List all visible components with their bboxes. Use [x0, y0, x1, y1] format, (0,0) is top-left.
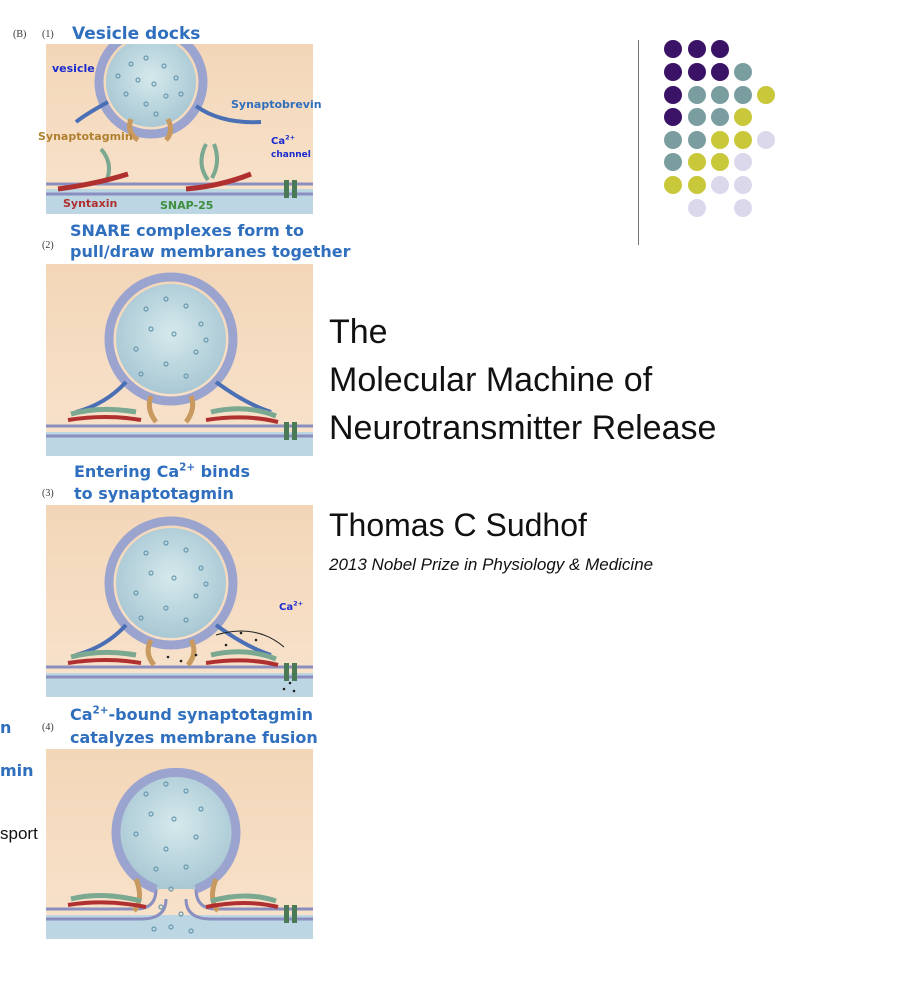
- panel3-diagram: [46, 505, 313, 697]
- label-synaptotagmin: Synaptotagmin: [38, 130, 133, 143]
- panel2-diagram: [46, 264, 313, 456]
- dot: [664, 86, 682, 104]
- dot: [711, 108, 729, 126]
- label-ca-channel: $Ca^{2+}$: [271, 133, 296, 147]
- slide-title-line2: Molecular Machine of: [329, 361, 653, 399]
- dot: [664, 40, 682, 58]
- panel3-title-line2: to synaptotagmin: [74, 484, 234, 503]
- dot: [664, 131, 682, 149]
- panel2-title-line2: pull/draw membranes together: [70, 242, 351, 261]
- dot: [734, 86, 752, 104]
- panel1-title: Vesicle docks: [72, 24, 201, 44]
- dot: [711, 86, 729, 104]
- dot: [664, 176, 682, 194]
- dot: [734, 176, 752, 194]
- label-snap25: SNAP-25: [160, 199, 214, 212]
- dot: [711, 131, 729, 149]
- panel3-number: (3): [42, 488, 54, 499]
- slide-title-line1: The: [329, 313, 388, 351]
- divider-line: [638, 40, 639, 245]
- panel4-title-line2: catalyzes membrane fusion: [70, 728, 318, 747]
- dot: [711, 153, 729, 171]
- panel4-title-line1: $Ca^{2+}$-bound synaptotagmin: [70, 704, 314, 724]
- dot: [711, 40, 729, 58]
- dot: [688, 86, 706, 104]
- dot: [734, 63, 752, 81]
- slide-subtitle: 2013 Nobel Prize in Physiology & Medicine: [329, 555, 654, 574]
- slide-author: Thomas C Sudhof: [329, 507, 587, 543]
- cutoff-text-2: min: [0, 761, 34, 780]
- dot: [711, 176, 729, 194]
- dot: [688, 153, 706, 171]
- dot: [734, 153, 752, 171]
- dot: [664, 108, 682, 126]
- dot: [734, 199, 752, 217]
- dot: [757, 131, 775, 149]
- dot: [688, 40, 706, 58]
- dot: [688, 108, 706, 126]
- cutoff-text-3: sport: [0, 824, 38, 843]
- panel4-number: (4): [42, 722, 54, 733]
- dot: [734, 108, 752, 126]
- dot: [664, 153, 682, 171]
- label-vesicle: vesicle: [52, 62, 95, 75]
- panel2-number: (2): [42, 240, 54, 251]
- panel1-number: (1): [42, 29, 54, 40]
- dot: [711, 63, 729, 81]
- label-ca-panel3: $Ca^{2+}$: [279, 599, 304, 613]
- label-synaptobrevin: Synaptobrevin: [231, 98, 322, 111]
- dot: [688, 176, 706, 194]
- dot: [734, 131, 752, 149]
- figure-label: (B): [13, 29, 27, 40]
- panel4-diagram: [46, 749, 313, 939]
- dot: [688, 199, 706, 217]
- label-channel-word: channel: [271, 150, 311, 160]
- panel3-title-line1: Entering $Ca^{2+}$ binds: [74, 461, 250, 481]
- panel2-title-line1: SNARE complexes form to: [70, 221, 305, 240]
- dot: [688, 131, 706, 149]
- cutoff-text-1: n: [0, 718, 12, 737]
- slide-title-line3: Neurotransmitter Release: [329, 409, 717, 447]
- dot: [664, 63, 682, 81]
- dot: [688, 63, 706, 81]
- label-syntaxin: Syntaxin: [63, 197, 118, 210]
- dot: [757, 86, 775, 104]
